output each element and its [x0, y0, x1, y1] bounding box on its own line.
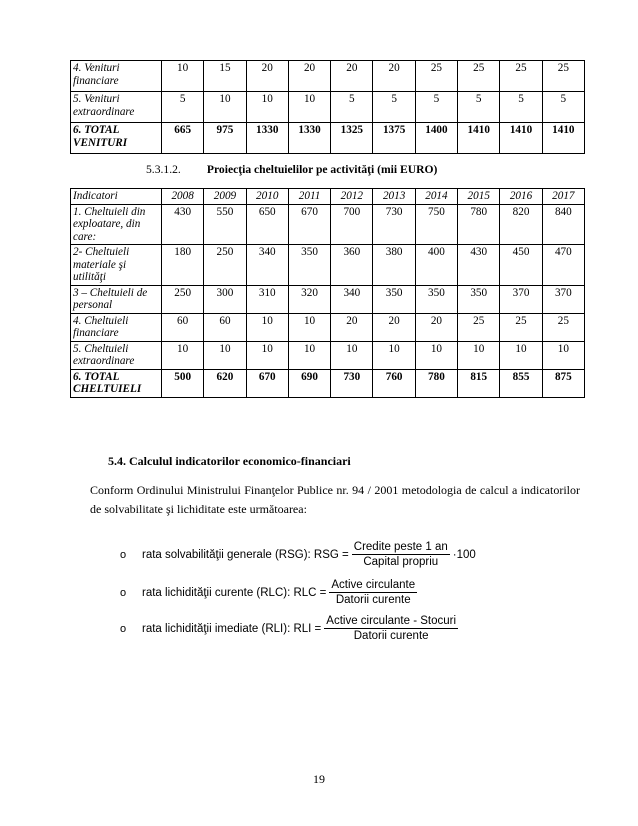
table-cell: 340	[331, 285, 373, 313]
table-row	[71, 369, 585, 397]
table-cell: 350	[373, 285, 415, 313]
table-cell: 620	[204, 369, 246, 397]
table-cell: 690	[288, 369, 330, 397]
table-cell: 430	[458, 245, 500, 286]
table-cell: 1410	[458, 123, 500, 154]
table-cell: 15	[204, 61, 246, 92]
column-header: 2013	[373, 189, 415, 205]
table-cell: 5	[500, 92, 542, 123]
table-cell: 350	[458, 285, 500, 313]
fraction	[329, 578, 417, 607]
table-cell: 975	[204, 123, 246, 154]
column-header: 2010	[246, 189, 288, 205]
formula-rsg	[120, 540, 476, 569]
table-cell: 10	[204, 341, 246, 369]
bullet-icon: o	[120, 622, 127, 635]
table-cell: 20	[415, 313, 457, 341]
table-cell: 25	[458, 61, 500, 92]
formula-text: rata lichidităţii curente (RLC): RLC =	[142, 586, 327, 599]
table-cell: 60	[204, 313, 246, 341]
table-cell: 10	[246, 313, 288, 341]
formula-suffix: ·100	[452, 548, 476, 561]
row-label: 4. Venituri financiare	[71, 61, 162, 92]
column-header: Indicatori	[71, 189, 162, 205]
table-cell: 10	[246, 92, 288, 123]
table-row	[71, 313, 585, 341]
table-cell: 670	[288, 204, 330, 245]
table-cell: 380	[373, 245, 415, 286]
row-label: 5. Cheltuieli extraordinare	[71, 341, 162, 369]
column-header: 2012	[331, 189, 373, 205]
formula-text: rata solvabilităţii generale (RSG): RSG =	[142, 548, 349, 561]
table-cell: 670	[246, 369, 288, 397]
table-row	[71, 61, 585, 92]
table-cell: 1410	[500, 123, 542, 154]
table-cell: 20	[331, 313, 373, 341]
table-row	[71, 204, 585, 245]
column-header: 2015	[458, 189, 500, 205]
table-cell: 5	[542, 92, 584, 123]
table-cell: 5	[458, 92, 500, 123]
table-cell: 5	[162, 92, 204, 123]
formula-text: rata lichidităţii imediate (RLI): RLI =	[142, 622, 322, 635]
row-label: 4. Cheltuieli financiare	[71, 313, 162, 341]
table-cell: 10	[500, 341, 542, 369]
table-cell: 1375	[373, 123, 415, 154]
table-header-row	[71, 189, 585, 205]
table-cell: 1330	[246, 123, 288, 154]
table-cell: 760	[373, 369, 415, 397]
column-header: 2009	[204, 189, 246, 205]
table-cell: 20	[331, 61, 373, 92]
column-header: 2014	[415, 189, 457, 205]
table-cell: 25	[542, 61, 584, 92]
formula-rlc	[120, 578, 420, 607]
table-cell: 470	[542, 245, 584, 286]
table-cell: 500	[162, 369, 204, 397]
table-cell: 25	[458, 313, 500, 341]
revenue-table	[70, 60, 585, 154]
table-cell: 1330	[288, 123, 330, 154]
subsection-heading	[146, 163, 437, 176]
numerator: Active circulante	[331, 579, 416, 591]
table-cell: 10	[373, 341, 415, 369]
table-cell: 10	[288, 92, 330, 123]
table-cell: 20	[373, 61, 415, 92]
table-row	[71, 285, 585, 313]
table-cell: 10	[288, 313, 330, 341]
table-cell: 370	[500, 285, 542, 313]
row-label: 6. TOTAL CHELTUIELI	[71, 369, 162, 397]
table-cell: 750	[415, 204, 457, 245]
table-cell: 25	[500, 61, 542, 92]
fraction	[324, 614, 458, 643]
table-cell: 10	[331, 341, 373, 369]
table-cell: 360	[331, 245, 373, 286]
table-cell: 10	[204, 92, 246, 123]
page-number: 19	[313, 772, 325, 786]
table-cell: 10	[458, 341, 500, 369]
table-row	[71, 341, 585, 369]
subsection-title: Proiecţia cheltuielilor pe activităţi (mii EURO)	[206, 163, 438, 176]
table-cell: 25	[542, 313, 584, 341]
table-cell: 320	[288, 285, 330, 313]
methodology-paragraph: Conform Ordinului Ministrului Finanţelor Publice nr. 94 / 2001 metodologia de calcul a indicatorilor de solvabilitate şi lichiditate este următoarea:	[90, 483, 580, 516]
table-cell: 10	[415, 341, 457, 369]
table-cell: 20	[373, 313, 415, 341]
denominator: Datorii curente	[353, 630, 429, 642]
table-cell: 10	[162, 61, 204, 92]
subsection-number: 5.3.1.2.	[146, 163, 181, 176]
table-cell: 780	[458, 204, 500, 245]
table-cell: 400	[415, 245, 457, 286]
table-cell: 60	[162, 313, 204, 341]
table-cell: 730	[373, 204, 415, 245]
table-row	[71, 92, 585, 123]
table-cell: 820	[500, 204, 542, 245]
table-cell: 700	[331, 204, 373, 245]
table-cell: 180	[162, 245, 204, 286]
column-header: 2011	[288, 189, 330, 205]
table-cell: 10	[288, 341, 330, 369]
column-header: 2008	[162, 189, 204, 205]
numerator: Credite peste 1 an	[353, 541, 448, 553]
table-cell: 300	[204, 285, 246, 313]
table-cell: 350	[288, 245, 330, 286]
bullet-icon: o	[120, 586, 127, 599]
column-header: 2017	[542, 189, 584, 205]
denominator: Capital propriu	[363, 556, 439, 568]
fraction	[352, 540, 450, 569]
table-cell: 855	[500, 369, 542, 397]
table-cell: 25	[415, 61, 457, 92]
row-label: 1. Cheltuieli din exploatare, din care:	[71, 204, 162, 245]
table-cell: 665	[162, 123, 204, 154]
table-row	[71, 245, 585, 286]
table-cell: 650	[246, 204, 288, 245]
table-cell: 1400	[415, 123, 457, 154]
row-label: 2- Cheltuieli materiale şi utilităţi	[71, 245, 162, 286]
table-cell: 550	[204, 204, 246, 245]
table-cell: 20	[288, 61, 330, 92]
row-label: 6. TOTAL VENITURI	[71, 123, 162, 154]
table-cell: 310	[246, 285, 288, 313]
numerator: Active circulante - Stocuri	[326, 615, 457, 627]
row-label: 5. Venituri extraordinare	[71, 92, 162, 123]
table-row	[71, 123, 585, 154]
bullet-icon: o	[120, 548, 127, 561]
table-cell: 10	[542, 341, 584, 369]
table-cell: 875	[542, 369, 584, 397]
table-cell: 250	[162, 285, 204, 313]
table-cell: 5	[331, 92, 373, 123]
table-cell: 10	[246, 341, 288, 369]
table-cell: 350	[415, 285, 457, 313]
row-label: 3 – Cheltuieli de personal	[71, 285, 162, 313]
table-cell: 730	[331, 369, 373, 397]
table-cell: 780	[415, 369, 457, 397]
table-cell: 840	[542, 204, 584, 245]
table-cell: 250	[204, 245, 246, 286]
table-cell: 5	[415, 92, 457, 123]
table-cell: 370	[542, 285, 584, 313]
denominator: Datorii curente	[335, 594, 411, 606]
table-cell: 20	[246, 61, 288, 92]
expenses-table	[70, 188, 585, 398]
table-cell: 340	[246, 245, 288, 286]
formula-rli	[120, 614, 461, 643]
column-header: 2016	[500, 189, 542, 205]
table-cell: 1325	[331, 123, 373, 154]
section-title: 5.4. Calculul indicatorilor economico-financiari	[108, 454, 351, 468]
table-cell: 430	[162, 204, 204, 245]
table-cell: 5	[373, 92, 415, 123]
table-cell: 815	[458, 369, 500, 397]
table-cell: 10	[162, 341, 204, 369]
table-cell: 450	[500, 245, 542, 286]
table-cell: 1410	[542, 123, 584, 154]
table-cell: 25	[500, 313, 542, 341]
